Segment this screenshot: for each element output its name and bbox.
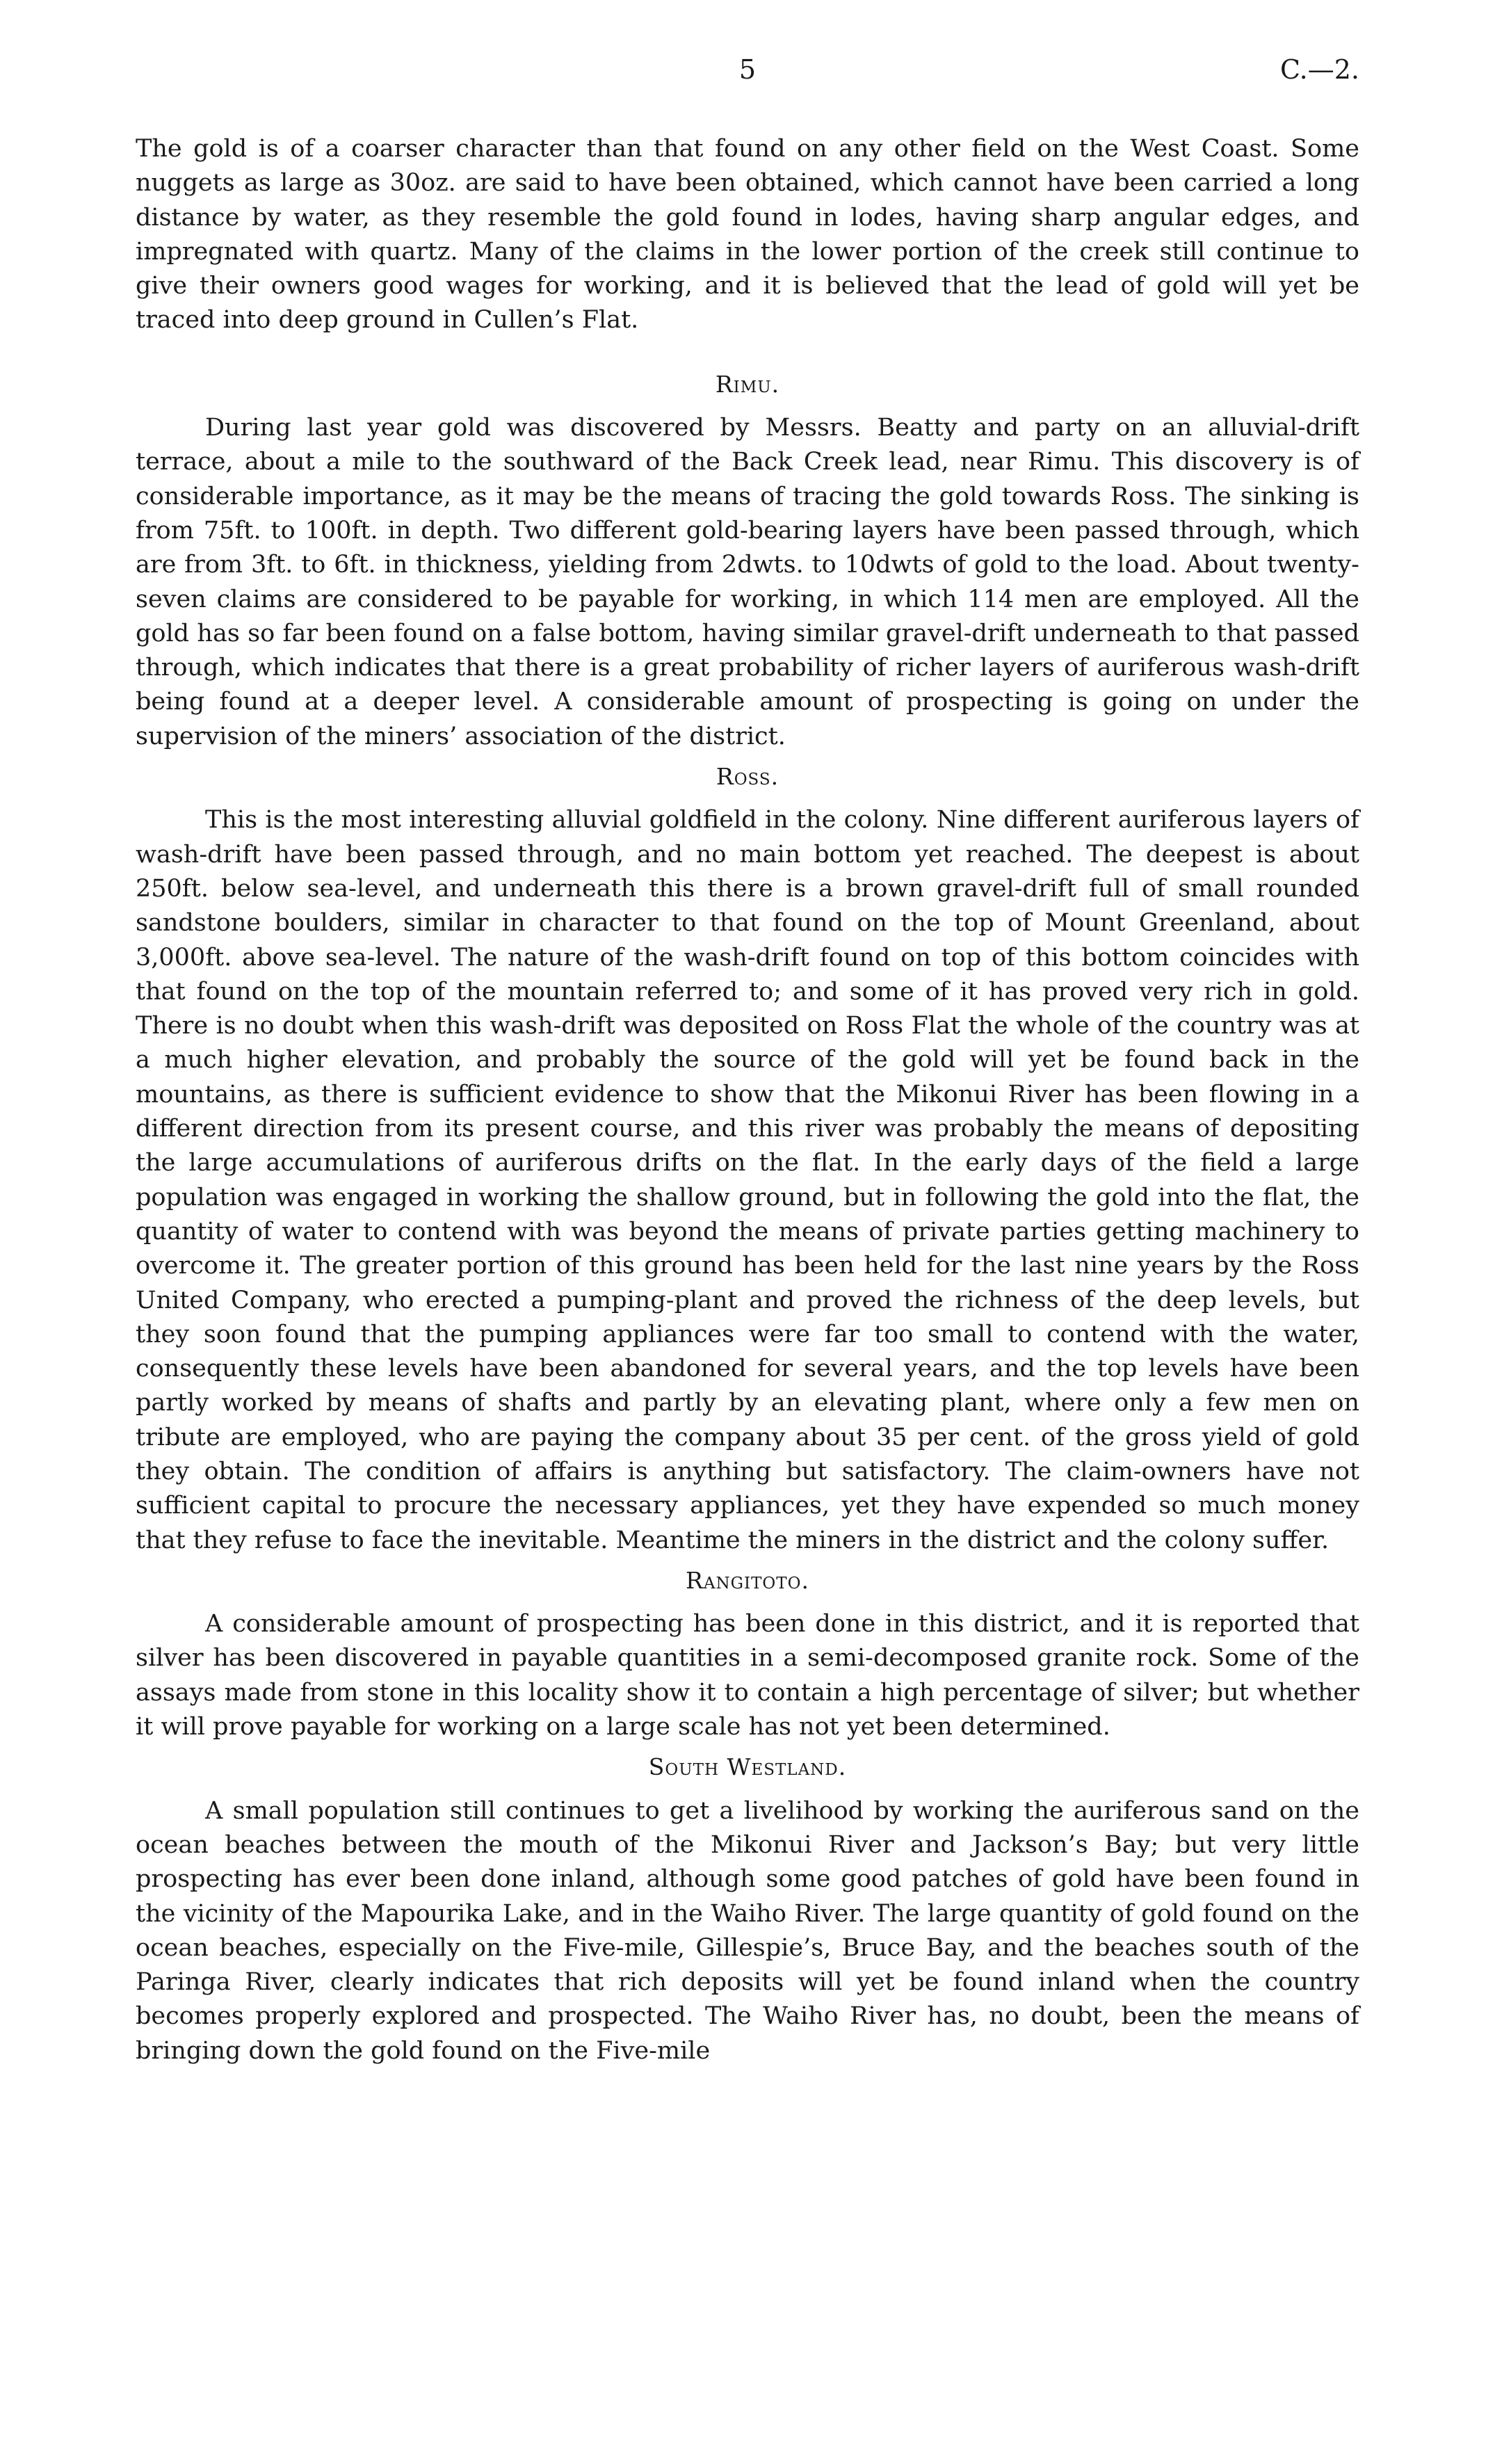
heading-rimu: Rimu.: [715, 370, 780, 398]
document-reference: C.—2.: [1279, 54, 1359, 85]
body-text: [136, 132, 1359, 2068]
page-number: 5: [738, 54, 757, 85]
heading-rangitoto: Rangitoto.: [686, 1566, 809, 1594]
paragraph-ross: This is the most interesting alluvial goldfield in the colony. Nine different auriferous layers of wash-drift have been passed through, and no main bottom yet reached. The deepest is about 250ft. below sea-level, and underneath this there is a brown gravel-drift full of small rounded sandstone boulders, similar in character to that found on the top of Mount Greenland, about 3,000ft. above sea-level. The nature of the wash-drift found on top of this bottom coincides with that found on the top of the mountain referred to; and some of it has proved very rich in gold. There is no doubt when this wash-drift was deposited on Ross Flat the whole of the country was at a much higher elevation, and probably the source of the gold will yet be found back in the mountains, as there is sufficient evidence to show that the Mikonui River has been flowing in a different direction from its present course, and this river was probably the means of depositing the large accumulations of auriferous drifts on the flat. In the early days of the field a large population was engaged in working the shallow ground, but in following the gold into the flat, the quantity of water to contend with was beyond the means of private parties getting machinery to overcome it. The greater portion of this ground has been held for the last nine years by the Ross United Company, who erected a pumping-plant and proved the richness of the deep levels, but they soon found that the pumping appliances were far too small to contend with the water, consequently these levels have been abandoned for several years, and the top levels have been partly worked by means of shafts and partly by an elevating plant, where only a few men on tribute are employed, who are paying the company about 35 per cent. of the gross yield of gold they obtain. The condition of affairs is anything but satisfactory. The claim-owners have not sufficient capital to procure the necessary appliances, yet they have expended so much money that they refuse to face the inevitable. Meantime the miners in the district and the colony suffer.: [136, 806, 1359, 1554]
paragraph-south-westland: A small population still continues to get a livelihood by working the auriferous sand on the ocean beaches between the mouth of the Mikonui River and Jackson’s Bay; but very little prospecting has ever been done inland, although some good patches of gold have been found in the vicinity of the Mapourika Lake, and in the Waiho River. The large quantity of gold found on the ocean beaches, especially on the Five-mile, Gillespie’s, Bruce Bay, and the beaches south of the Paringa River, clearly indicates that rich deposits will yet be found inland when the country becomes properly explored and prospected. The Waiho River has, no doubt, been the means of bringing down the gold found on the Five-mile: [136, 1796, 1359, 2065]
heading-south-westland: South Westland.: [648, 1753, 847, 1781]
page-header: [136, 54, 1359, 96]
intro-paragraph: The gold is of a coarser character than that found on any other field on the West Coast. Some nuggets as large as 30oz. are said to have been obtained, which cannot have been carried a long distance by water, as they resemble the gold found in lodes, having sharp angular edges, and impregnated with quartz. Many of the claims in the lower portion of the creek still continue to give their owners good wages for working, and it is believed that the lead of gold will yet be traced into deep ground in Cullen’s Flat.: [136, 135, 1359, 335]
heading-ross: Ross.: [716, 763, 779, 791]
paragraph-rangitoto: A considerable amount of prospecting has been done in this district, and it is reported that silver has been discovered in payable quantities in a semi-decomposed granite rock. Some of the assays made from stone in this locality show it to contain a high percentage of silver; but whether it will prove payable for working on a large scale has not yet been determined.: [136, 1610, 1359, 1741]
paragraph-rimu: During last year gold was discovered by Messrs. Beatty and party on an alluvial-drift terrace, about a mile to the southward of the Back Creek lead, near Rimu. This discovery is of considerable importance, as it may be the means of tracing the gold towards Ross. The sinking is from 75ft. to 100ft. in depth. Two different gold-bearing layers have been passed through, which are from 3ft. to 6ft. in thickness, yielding from 2dwts. to 10dwts of gold to the load. About twenty-seven claims are considered to be payable for working, in which 114 men are employed. All the gold has so far been found on a false bottom, having similar gravel-drift underneath to that passed through, which indicates that there is a great probability of richer layers of auriferous wash-drift being found at a deeper level. A considerable amount of prospecting is going on under the supervision of the miners’ association of the district.: [136, 414, 1359, 750]
